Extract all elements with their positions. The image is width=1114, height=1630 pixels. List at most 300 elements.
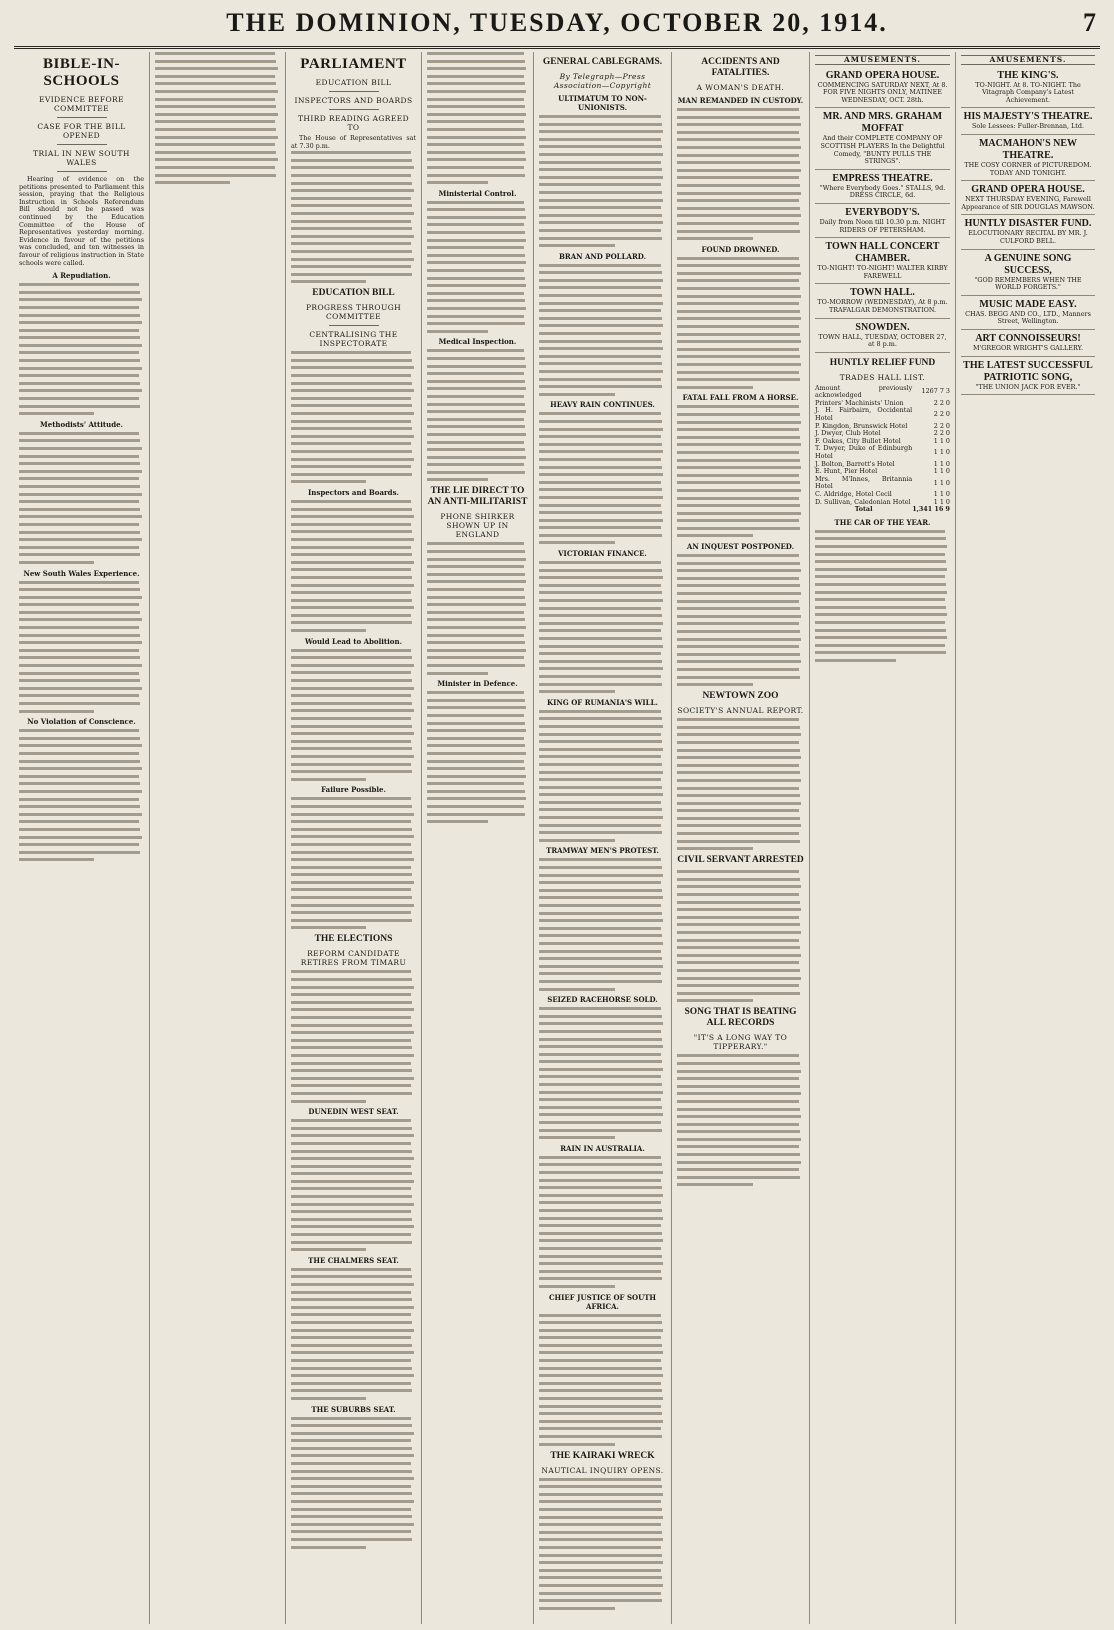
advert-title: MACMAHON'S NEW THEATRE. bbox=[978, 137, 1078, 161]
text-line bbox=[291, 1485, 411, 1488]
text-line bbox=[677, 1115, 801, 1118]
text-line bbox=[19, 843, 139, 846]
text-line bbox=[539, 1201, 661, 1204]
text-line bbox=[19, 687, 142, 690]
text-line bbox=[291, 351, 411, 354]
text-line bbox=[539, 629, 661, 632]
text-line bbox=[539, 660, 662, 663]
text-line bbox=[677, 272, 801, 275]
text-line bbox=[539, 1239, 663, 1242]
text-line bbox=[677, 817, 800, 820]
text-line bbox=[291, 273, 412, 276]
text-line bbox=[539, 896, 663, 899]
text-line bbox=[19, 462, 140, 465]
advert-body: THE COSY CORNER of PICTUREDOM. TODAY AND TONIGHT. bbox=[964, 160, 1092, 177]
text-line bbox=[291, 538, 414, 541]
text-line bbox=[19, 515, 142, 518]
text-line bbox=[815, 575, 945, 578]
text-line bbox=[677, 916, 799, 919]
text-line bbox=[427, 208, 525, 211]
text-line bbox=[291, 664, 414, 667]
advert bbox=[815, 108, 950, 169]
cable-body bbox=[539, 1314, 666, 1446]
text-line bbox=[291, 993, 411, 996]
text-line bbox=[427, 580, 526, 583]
text-line bbox=[815, 530, 945, 533]
text-line bbox=[677, 1100, 799, 1103]
text-line bbox=[677, 333, 800, 336]
text-line bbox=[677, 184, 800, 187]
text-line bbox=[677, 138, 800, 141]
subhead-reform-candidate: REFORM CANDIDATE RETIRES FROM TIMARU bbox=[300, 949, 407, 968]
text-line bbox=[427, 767, 525, 770]
section-head-found-drowned: FOUND DROWNED. bbox=[701, 244, 780, 254]
text-line bbox=[291, 1024, 412, 1027]
text-line bbox=[677, 622, 799, 625]
donor-amount: 2 2 0 bbox=[933, 410, 950, 419]
text-line bbox=[291, 1351, 414, 1354]
text-line bbox=[155, 166, 275, 169]
text-line bbox=[291, 250, 412, 253]
text-line bbox=[677, 1085, 800, 1088]
text-line bbox=[539, 504, 661, 507]
text-line bbox=[815, 591, 947, 594]
text-line bbox=[815, 621, 945, 624]
text-line bbox=[539, 435, 661, 438]
text-line bbox=[677, 199, 799, 202]
text-line bbox=[539, 347, 663, 350]
text-line bbox=[815, 583, 946, 586]
text-line bbox=[539, 473, 663, 476]
text-line bbox=[19, 397, 139, 400]
text-line bbox=[155, 143, 275, 146]
donor-amount: 1 1 0 bbox=[933, 490, 950, 498]
text-line bbox=[539, 1113, 663, 1116]
text-line bbox=[291, 1500, 414, 1503]
text-line bbox=[539, 1500, 661, 1503]
text-line bbox=[19, 729, 139, 732]
text-line bbox=[677, 554, 799, 557]
page-number: 7 bbox=[1083, 8, 1096, 37]
text-line bbox=[539, 1262, 663, 1265]
article-body bbox=[427, 542, 528, 674]
text-line bbox=[427, 641, 525, 644]
text-line bbox=[677, 310, 800, 313]
text-line bbox=[539, 561, 661, 564]
donor-amount: 1 1 0 bbox=[933, 436, 950, 445]
donor-amount: 1267 7 3 bbox=[921, 387, 950, 396]
text-line bbox=[539, 496, 663, 499]
text-line bbox=[291, 740, 411, 743]
text-line bbox=[539, 370, 663, 373]
text-line bbox=[677, 764, 799, 767]
text-line bbox=[291, 412, 414, 415]
text-line bbox=[539, 393, 615, 396]
text-line bbox=[539, 1607, 615, 1610]
text-line bbox=[155, 105, 276, 108]
text-line bbox=[291, 546, 411, 549]
text-line bbox=[291, 1233, 411, 1236]
text-line bbox=[815, 568, 947, 571]
text-line bbox=[291, 978, 412, 981]
text-line bbox=[291, 465, 411, 468]
text-line bbox=[677, 1138, 801, 1141]
advert-body: TO-MORROW (WEDNESDAY), At 8 p.m. TRAFALGAR DEMONSTRATION. bbox=[817, 298, 948, 314]
text-line bbox=[539, 1083, 662, 1086]
table-row bbox=[815, 445, 950, 460]
text-line bbox=[155, 174, 276, 177]
masthead-title: THE DOMINION, TUESDAY, OCTOBER 20, 1914. bbox=[226, 8, 888, 37]
text-line bbox=[539, 138, 661, 141]
advert-title: SNOWDEN. bbox=[855, 321, 910, 333]
cable-head-racehorse: SEIZED RACEHORSE SOLD. bbox=[547, 995, 658, 1005]
text-line bbox=[539, 652, 661, 655]
text-line bbox=[539, 1397, 663, 1400]
text-line bbox=[539, 1060, 662, 1063]
text-line bbox=[291, 851, 412, 854]
text-line bbox=[815, 659, 896, 662]
advert bbox=[961, 250, 1095, 296]
text-line bbox=[677, 436, 800, 439]
text-line bbox=[677, 885, 801, 888]
article-body bbox=[19, 432, 144, 564]
column-6 bbox=[672, 52, 810, 1624]
text-line bbox=[677, 237, 753, 240]
section-head-no-violation: No Violation of Conscience. bbox=[27, 717, 136, 727]
text-line bbox=[19, 851, 140, 854]
advert-title: GRAND OPERA HOUSE. bbox=[825, 69, 940, 81]
advert-title: THE LATEST SUCCESSFUL PATRIOTIC SONG, bbox=[963, 359, 1093, 383]
text-line bbox=[677, 1176, 800, 1179]
text-line bbox=[291, 621, 412, 624]
text-line bbox=[539, 458, 661, 461]
text-line bbox=[19, 775, 139, 778]
section-head-dunedin-west: DUNEDIN WEST SEAT. bbox=[308, 1107, 399, 1117]
text-line bbox=[677, 771, 800, 774]
text-line bbox=[291, 204, 412, 207]
text-line bbox=[539, 1576, 662, 1579]
section-head-abolition: Would Lead to Abolition. bbox=[304, 636, 403, 646]
text-line bbox=[427, 365, 526, 368]
text-line bbox=[539, 725, 663, 728]
text-line bbox=[291, 1538, 412, 1541]
text-line bbox=[677, 214, 801, 217]
text-line bbox=[539, 1374, 663, 1377]
text-line bbox=[677, 504, 800, 507]
text-line bbox=[427, 664, 525, 667]
text-line bbox=[539, 511, 662, 514]
text-line bbox=[539, 927, 661, 930]
text-line bbox=[677, 1161, 801, 1164]
text-line bbox=[427, 292, 524, 295]
advert-title: EMPRESS THEATRE. bbox=[832, 172, 933, 184]
text-line bbox=[677, 428, 799, 431]
text-line bbox=[19, 351, 139, 354]
text-line bbox=[291, 220, 411, 223]
text-line bbox=[291, 873, 412, 876]
text-line bbox=[19, 596, 142, 599]
text-line bbox=[19, 523, 139, 526]
subhead-progress: PROGRESS THROUGH COMMITTEE bbox=[305, 303, 402, 322]
text-line bbox=[677, 371, 799, 374]
article-body bbox=[677, 405, 804, 537]
text-line bbox=[539, 199, 663, 202]
article-body bbox=[677, 108, 804, 240]
text-line bbox=[539, 466, 662, 469]
text-line bbox=[291, 473, 412, 476]
text-line bbox=[677, 1168, 799, 1171]
text-line bbox=[677, 146, 801, 149]
text-line bbox=[539, 1443, 615, 1446]
text-line bbox=[155, 60, 276, 63]
text-line bbox=[539, 481, 661, 484]
text-line bbox=[427, 699, 525, 702]
text-line bbox=[19, 493, 142, 496]
text-line bbox=[677, 802, 801, 805]
advert bbox=[961, 296, 1095, 330]
text-line bbox=[291, 1119, 411, 1122]
text-line bbox=[291, 450, 412, 453]
advert bbox=[815, 204, 950, 238]
advert-title: TOWN HALL CONCERT CHAMBER. bbox=[825, 241, 940, 265]
text-line bbox=[677, 519, 799, 522]
text-line bbox=[677, 534, 753, 537]
text-line bbox=[539, 919, 663, 922]
text-line bbox=[677, 474, 799, 477]
text-line bbox=[677, 562, 800, 565]
text-line bbox=[677, 192, 801, 195]
table-row bbox=[815, 407, 950, 422]
text-line bbox=[677, 984, 799, 987]
text-line bbox=[539, 1179, 661, 1182]
subscription-list bbox=[815, 385, 950, 514]
text-line bbox=[677, 230, 800, 233]
text-line bbox=[291, 1001, 412, 1004]
text-line bbox=[427, 626, 526, 629]
text-line bbox=[427, 634, 524, 637]
text-line bbox=[677, 1077, 799, 1080]
section-head-man-remanded: MAN REMANDED IN CUSTODY. bbox=[677, 96, 804, 105]
text-line bbox=[539, 286, 661, 289]
donor-name: J. Bolton, Barrett's Hotel bbox=[815, 459, 895, 468]
text-line bbox=[427, 403, 525, 406]
text-line bbox=[19, 538, 142, 541]
text-line bbox=[19, 664, 142, 667]
text-line bbox=[427, 550, 525, 553]
text-line bbox=[539, 1435, 662, 1438]
donor-name: Amount previously acknowledged bbox=[815, 383, 913, 400]
text-line bbox=[677, 287, 800, 290]
text-line bbox=[291, 182, 412, 185]
text-line bbox=[19, 321, 142, 324]
text-line bbox=[539, 1592, 661, 1595]
text-line bbox=[539, 237, 662, 240]
text-line bbox=[291, 1291, 411, 1294]
text-line bbox=[539, 385, 662, 388]
text-line bbox=[291, 747, 412, 750]
text-line bbox=[677, 363, 801, 366]
text-line bbox=[291, 508, 412, 511]
text-line bbox=[427, 737, 524, 740]
text-line bbox=[19, 374, 139, 377]
text-line bbox=[291, 843, 411, 846]
text-line bbox=[427, 722, 525, 725]
cable-body bbox=[539, 710, 666, 842]
text-line bbox=[539, 1405, 661, 1408]
text-line bbox=[427, 410, 526, 413]
text-line bbox=[155, 120, 275, 123]
text-line bbox=[539, 778, 661, 781]
text-line bbox=[539, 340, 662, 343]
text-line bbox=[677, 1123, 799, 1126]
text-line bbox=[427, 307, 526, 310]
text-line bbox=[19, 298, 142, 301]
text-line bbox=[19, 588, 140, 591]
text-line bbox=[291, 1210, 411, 1213]
text-line bbox=[19, 782, 140, 785]
text-line bbox=[19, 367, 142, 370]
article-body bbox=[427, 201, 528, 333]
article-body bbox=[427, 349, 528, 481]
text-line bbox=[427, 52, 524, 55]
headline-elections: THE ELECTIONS bbox=[314, 934, 393, 945]
cable-head-rumania: KING OF RUMANIA'S WILL. bbox=[547, 697, 658, 707]
text-line bbox=[19, 790, 142, 793]
text-line bbox=[677, 378, 800, 381]
text-line bbox=[677, 741, 799, 744]
text-line bbox=[291, 828, 412, 831]
text-line bbox=[677, 992, 800, 995]
advert-title: THE KING'S. bbox=[997, 69, 1059, 81]
text-line bbox=[539, 115, 661, 118]
text-line bbox=[19, 405, 140, 408]
text-line bbox=[815, 537, 946, 540]
text-line bbox=[291, 986, 414, 989]
text-line bbox=[291, 1298, 412, 1301]
text-line bbox=[539, 980, 662, 983]
text-line bbox=[539, 965, 663, 968]
text-line bbox=[427, 246, 524, 249]
cable-head-ultimatum: ULTIMATUM TO NON-UNIONISTS. bbox=[558, 94, 647, 112]
article-body bbox=[291, 1119, 416, 1251]
text-line bbox=[291, 1092, 412, 1095]
text-line bbox=[291, 896, 412, 899]
advert bbox=[961, 135, 1095, 181]
text-line bbox=[19, 828, 140, 831]
text-line bbox=[427, 158, 526, 161]
text-line bbox=[291, 591, 411, 594]
text-line bbox=[291, 1039, 411, 1042]
divider bbox=[57, 144, 107, 145]
text-line bbox=[19, 329, 139, 332]
text-line bbox=[539, 1255, 662, 1258]
text-line bbox=[539, 1546, 661, 1549]
section-head-failure: Failure Possible. bbox=[321, 785, 386, 795]
text-line bbox=[291, 435, 414, 438]
headline-kairaki-wreck: THE KAIRAKI WRECK bbox=[550, 1450, 655, 1461]
text-line bbox=[291, 1248, 366, 1251]
headline-civil-servant: CIVIL SERVANT ARRESTED bbox=[677, 855, 804, 866]
text-line bbox=[427, 797, 526, 800]
text-line bbox=[291, 1172, 412, 1175]
cable-head-bran: BRAN AND POLLARD. bbox=[558, 251, 647, 261]
text-line bbox=[677, 809, 799, 812]
text-line bbox=[539, 1285, 615, 1288]
text-line bbox=[539, 176, 663, 179]
section-head-ministerial: Ministerial Control. bbox=[438, 188, 517, 198]
text-line bbox=[291, 227, 412, 230]
text-line bbox=[19, 767, 142, 770]
text-line bbox=[291, 212, 414, 215]
text-line bbox=[677, 1145, 799, 1148]
column-1 bbox=[14, 52, 150, 1624]
advert-body: M'GREGOR WRIGHT'S GALLERY. bbox=[973, 343, 1083, 352]
text-line bbox=[427, 357, 525, 360]
text-line bbox=[19, 382, 140, 385]
advert-title: HUNTLY DISASTER FUND. bbox=[964, 218, 1092, 230]
text-line bbox=[427, 120, 524, 123]
text-line bbox=[427, 418, 524, 421]
text-line bbox=[19, 679, 140, 682]
text-line bbox=[291, 755, 414, 758]
advert bbox=[815, 284, 950, 318]
text-line bbox=[539, 1068, 663, 1071]
text-line bbox=[539, 622, 663, 625]
section-head-nsw-experience: New South Wales Experience. bbox=[23, 568, 140, 578]
text-line bbox=[291, 568, 411, 571]
article-body bbox=[677, 1054, 804, 1186]
advert-body: Sole Lessees: Fuller-Brennan, Ltd. bbox=[971, 122, 1085, 131]
text-line bbox=[427, 471, 525, 474]
text-line bbox=[291, 926, 366, 929]
text-line bbox=[539, 534, 662, 537]
article-body bbox=[677, 554, 804, 686]
text-line bbox=[677, 718, 799, 721]
text-line bbox=[539, 362, 662, 365]
subhead-annual-report: SOCIETY'S ANNUAL REPORT. bbox=[677, 706, 804, 716]
subhead-trades-hall: TRADES HALL LIST. bbox=[839, 372, 926, 382]
text-line bbox=[155, 82, 276, 85]
text-line bbox=[677, 257, 799, 260]
donor-name: Printers' Machinists' Union bbox=[815, 398, 904, 407]
text-line bbox=[19, 603, 139, 606]
text-line bbox=[677, 154, 799, 157]
text-line bbox=[19, 618, 142, 621]
text-line bbox=[291, 1454, 414, 1457]
text-line bbox=[539, 1045, 663, 1048]
text-line bbox=[427, 128, 525, 131]
text-line bbox=[539, 145, 662, 148]
text-line bbox=[155, 75, 275, 78]
text-line bbox=[291, 427, 412, 430]
total-row bbox=[815, 506, 950, 514]
donor-name: J. Dwyer, Club Hotel bbox=[815, 429, 881, 438]
text-line bbox=[539, 1382, 661, 1385]
text-line bbox=[427, 775, 526, 778]
text-line bbox=[291, 1142, 411, 1145]
donor-name: J. H. Fairbairn, Occidental Hotel bbox=[815, 406, 913, 423]
text-line bbox=[427, 284, 526, 287]
text-line bbox=[291, 553, 412, 556]
advert-body: "THE UNION JACK FOR EVER." bbox=[975, 382, 1081, 391]
text-line bbox=[539, 972, 661, 975]
text-line bbox=[291, 1344, 412, 1347]
text-line bbox=[677, 733, 801, 736]
text-line bbox=[427, 729, 526, 732]
text-line bbox=[539, 733, 661, 736]
text-line bbox=[19, 314, 140, 317]
text-line bbox=[427, 448, 525, 451]
